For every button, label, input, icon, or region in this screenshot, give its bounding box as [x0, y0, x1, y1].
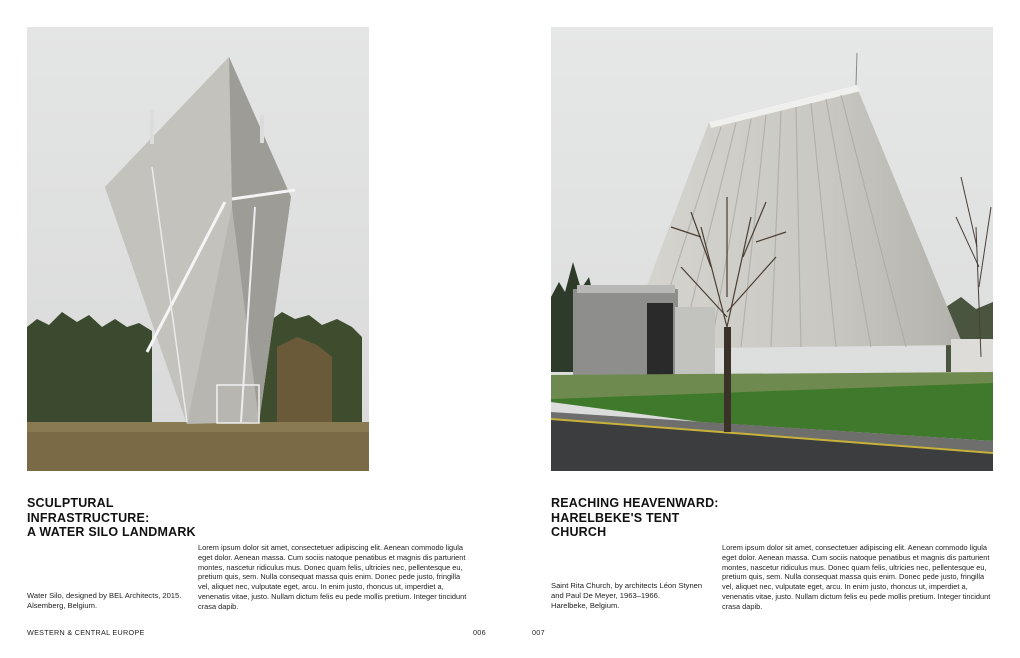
left-heading-line-2: INFRASTRUCTURE:: [27, 510, 150, 525]
right-heading-line-2: HARELBEKE'S TENT: [551, 510, 680, 525]
right-page-number: 007: [532, 628, 545, 637]
left-caption-line-1: Water Silo, designed by BEL Architects, 2015.: [27, 591, 182, 600]
right-caption-line-3: Harelbeke, Belgium.: [551, 600, 620, 610]
left-photo-caption: [27, 591, 197, 611]
left-heading-line-1: SCULPTURAL: [27, 496, 114, 510]
right-body-text: Lorem ipsum dolor sit amet, consectetuer adipiscing elit. Aenean commodo ligula eget dolor. Aenean massa. Cum sociis natoque penatibus et magnis dis parturient montes, nascetur ridiculus mus. Donec quam felis, ultricies nec, pellentesque eu, pretium quis, sem. Nulla consequat massa quis enim. Donec pede justo, fringilla vel, aliquet nec, vulputate eget, arcu. In enim justo, rhoncus ut, imperdiet a, venenatis vitae, justo. Nullam dictum felis eu pede mollis pretium. Integer tincidunt crasa dapib.: [722, 543, 991, 611]
tent-church-image: [551, 27, 993, 471]
right-heading: [551, 496, 751, 540]
right-page: [510, 0, 1020, 658]
left-caption-line-2: Alsemberg, Belgium.: [27, 600, 98, 610]
right-heading-line-1: REACHING HEAVENWARD:: [551, 496, 719, 510]
right-heading-line-3: CHURCH: [551, 525, 607, 539]
right-caption-line-2: and Paul De Meyer, 1963–1966.: [551, 590, 660, 600]
left-page-number: 006: [473, 628, 486, 637]
right-photo-caption: [551, 581, 716, 610]
right-caption-line-1: Saint Rita Church, by architects Léon Stynen: [551, 581, 703, 590]
footer-section-title: WESTERN & CENTRAL EUROPE: [27, 628, 145, 637]
water-silo-photo: [27, 27, 369, 471]
water-silo-image: [27, 27, 369, 471]
left-body-text: Lorem ipsum dolor sit amet, consectetuer adipiscing elit. Aenean commodo ligula eget dolor. Aenean massa. Cum sociis natoque penatibus et magnis dis parturient montes, nascetur ridiculus mus. Donec quam felis, ultricies nec, pellentesque eu, pretium quis, sem. Nulla consequat massa quis enim. Donec pede justo, fringilla vel, aliquet nec, vulputate eget, arcu. In enim justo, rhoncus ut, imperdiet a, venenatis vitae, justo. Nullam dictum felis eu pede mollis pretium. Integer tincidunt crasa dapib.: [198, 543, 467, 611]
left-heading-line-3: A WATER SILO LANDMARK: [27, 525, 196, 539]
left-heading: [27, 496, 227, 540]
tent-church-photo: [551, 27, 993, 471]
